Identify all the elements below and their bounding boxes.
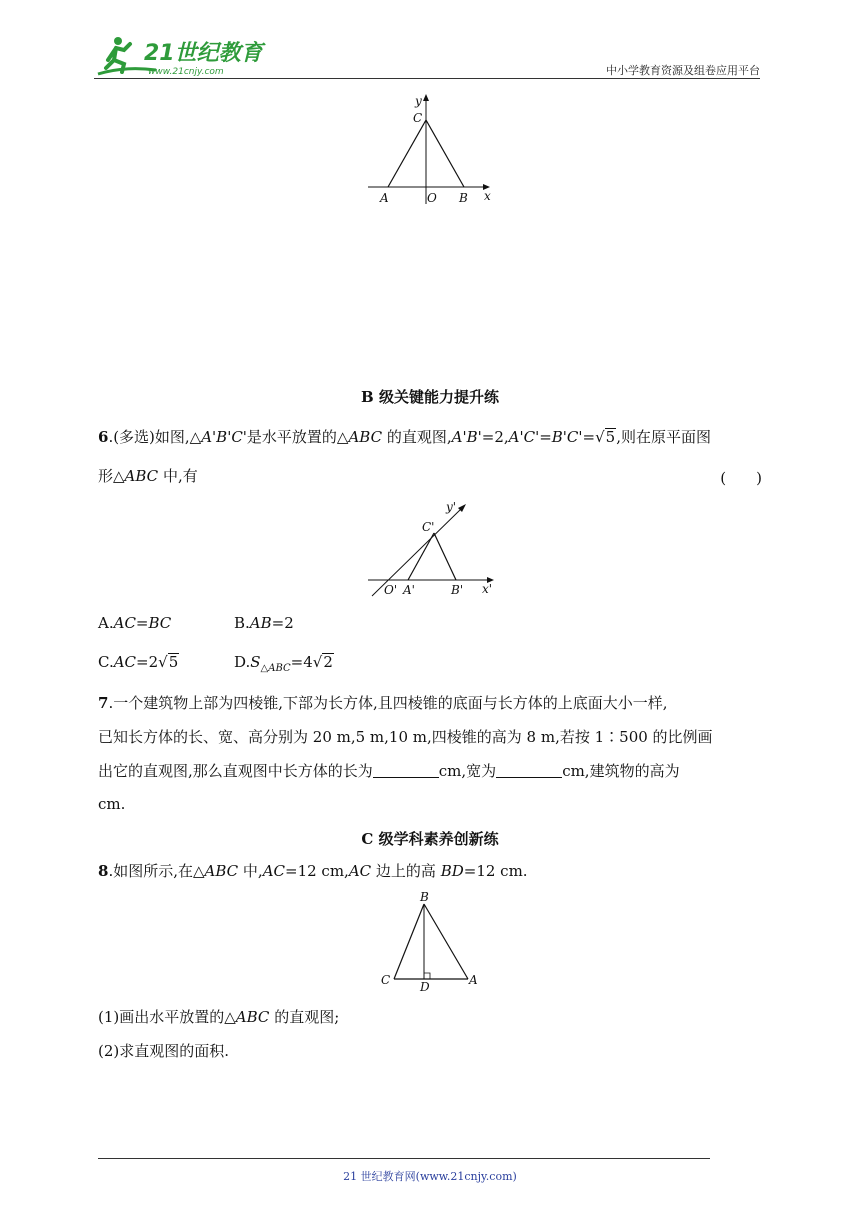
logo-title: 21世纪教育 — [144, 41, 263, 66]
sqrt-sign-icon: √ — [312, 653, 323, 671]
q8-line1: 8.如图所示,在△ABC 中,AC=12 cm,AC 边上的高 BD=12 cm. — [98, 862, 528, 880]
label-y: y — [415, 94, 422, 108]
footer-divider — [98, 1158, 710, 1159]
q7-line1: 7.一个建筑物上部为四棱锥,下部为长方体,且四棱锥的底面与长方体的上底面大小一样, — [98, 694, 668, 712]
blank-width — [496, 763, 562, 778]
q8-sub1: (1)画出水平放置的△ABC 的直观图; — [98, 1008, 340, 1026]
q6-line2: 形△ABC 中,有 — [98, 467, 198, 485]
logo-url: www.21cnjy.com — [148, 67, 224, 77]
q8-sub2: (2)求直观图的面积. — [98, 1042, 230, 1060]
figure-q8-triangle — [376, 888, 486, 994]
figure-triangle-axes — [360, 92, 500, 208]
q6-option-d: $D.S_{\triangle ABC}=4√2$ — [234, 653, 333, 674]
answer-paren: ( ) — [720, 469, 762, 487]
header-divider — [94, 78, 760, 79]
label-yp: y' — [446, 500, 457, 514]
section-c-title: C 级学科素养创新练 — [361, 830, 499, 848]
label-b: B — [459, 191, 468, 205]
label-o: O — [427, 191, 437, 205]
q7-line4: cm. — [98, 795, 126, 813]
label-xp: x' — [482, 582, 493, 596]
label-b: B — [420, 890, 429, 904]
section-b-title: B 级关键能力提升练 — [361, 388, 499, 406]
footer-link[interactable]: 21 世纪教育网(www.21cnjy.com) — [343, 1170, 517, 1183]
q7-line2: 已知长方体的长、宽、高分别为 20 m,5 m,10 m,四棱锥的高为 8 m,若按 1∶500 的比例画 — [98, 728, 713, 746]
label-bp: B' — [451, 583, 464, 597]
q6-number: 6 — [98, 428, 109, 446]
q6-option-a: A.AC=BC — [98, 614, 172, 632]
figure-q6-intuitive — [362, 496, 502, 600]
q6-line1: 6.(多选)如图,△A'B'C'是水平放置的△ABC 的直观图,A'B'=2,A'C'=B'C'=√5,则在原平面图 — [98, 428, 711, 446]
label-c: C — [381, 973, 391, 987]
q8-number: 8 — [98, 862, 109, 880]
label-d: D — [420, 980, 430, 994]
q7-line3: 出它的直观图,那么直观图中长方体的长为 cm,宽为 cm,建筑物的高为 — [98, 762, 680, 780]
q6-option-b: B.AB=2 — [234, 614, 294, 632]
label-op: O' — [384, 583, 398, 597]
label-a: A — [380, 191, 389, 205]
label-c: C — [413, 111, 423, 125]
sqrt-sign-icon: √ — [158, 653, 168, 671]
label-ap: A' — [403, 583, 415, 597]
sqrt-sign-icon: √ — [595, 428, 605, 446]
site-logo — [94, 30, 274, 80]
label-cp: C' — [422, 520, 435, 534]
q6-option-c: C.AC=2√5 — [98, 653, 179, 671]
blank-length — [373, 763, 439, 778]
q7-number: 7 — [98, 694, 109, 712]
header-platform-text: 中小学教育资源及组卷应用平台 — [606, 64, 760, 77]
label-a: A — [469, 973, 478, 987]
label-x: x — [484, 189, 491, 203]
